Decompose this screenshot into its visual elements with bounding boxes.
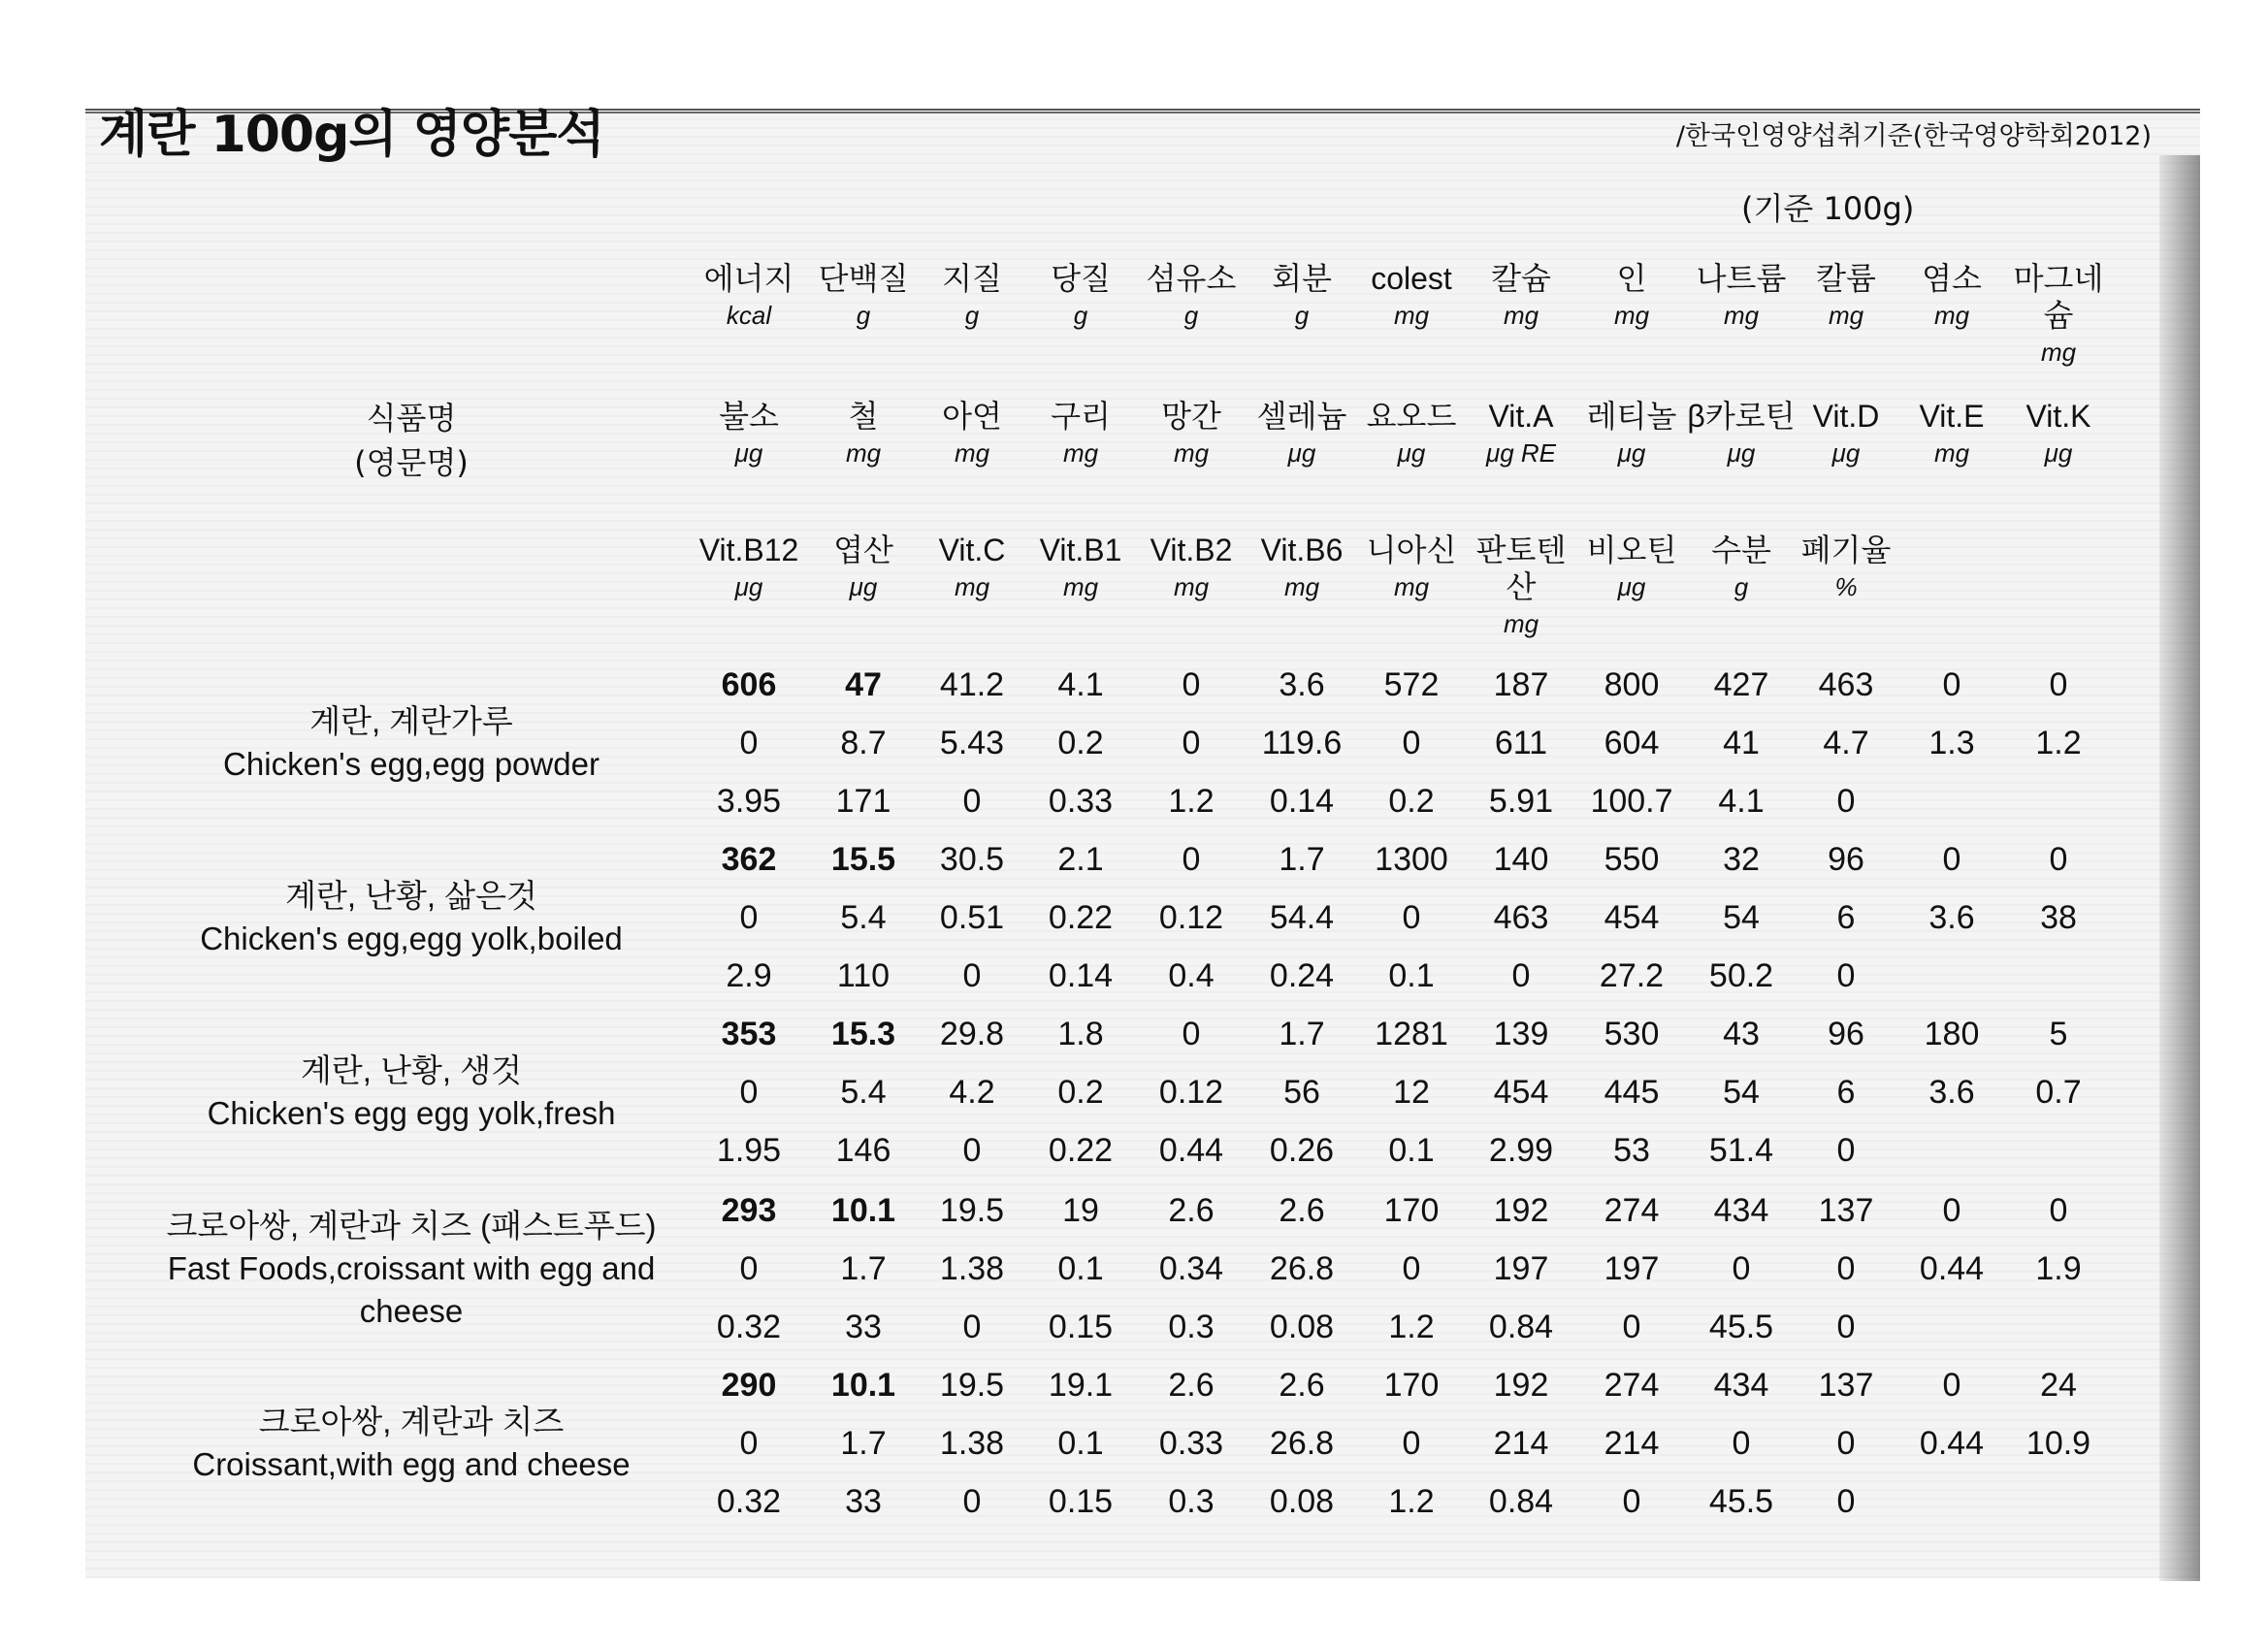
column-unit: mg xyxy=(1283,572,1320,601)
column-unit: mg xyxy=(1062,438,1099,468)
nutrient-value: 0 xyxy=(1942,1367,1961,1404)
column-unit: mg xyxy=(1933,438,1970,468)
nutrient-value: 197 xyxy=(1604,1250,1660,1287)
column-unit: mg xyxy=(954,438,990,468)
nutrient-value: 0.51 xyxy=(939,899,1005,936)
column-unit: kcal xyxy=(726,301,772,330)
nutrient-value: 45.5 xyxy=(1708,1483,1774,1520)
column-header: 구리 xyxy=(1051,399,1111,434)
nutrient-value: 170 xyxy=(1383,1192,1440,1229)
nutrient-value: 10.1 xyxy=(830,1367,896,1404)
column-unit: μg xyxy=(2044,438,2073,468)
nutrient-value: 3.6 xyxy=(1928,899,1975,936)
nutrient-value: 611 xyxy=(1494,725,1548,761)
nutrient-value: 19.5 xyxy=(939,1192,1005,1229)
nutrient-value: 5.4 xyxy=(840,1074,887,1111)
nutrient-value: 0 xyxy=(1622,1309,1641,1345)
column-header: Vit.C xyxy=(938,533,1006,567)
nutrient-value: 463 xyxy=(1818,666,1874,703)
nutrient-value: 0.22 xyxy=(1048,899,1114,936)
nutrient-value: 530 xyxy=(1604,1016,1660,1052)
nutrient-value: 119.6 xyxy=(1261,725,1343,761)
column-unit: μg xyxy=(1397,438,1426,468)
column-unit: g xyxy=(1073,301,1088,330)
nutrient-value: 0 xyxy=(2049,1192,2068,1229)
nutrient-value: 187 xyxy=(1493,666,1549,703)
column-header: 비오틴 xyxy=(1586,533,1677,567)
nutrient-value: 0 xyxy=(1402,1425,1421,1462)
column-header: Vit.B1 xyxy=(1039,533,1122,567)
food-name-en: Chicken's egg,egg yolk,boiled xyxy=(200,921,623,956)
nutrient-value: 54.4 xyxy=(1269,899,1335,936)
nutrient-value: 0.32 xyxy=(716,1309,782,1345)
nutrient-value: 0 xyxy=(739,1250,759,1287)
column-header: 불소 xyxy=(719,399,779,434)
column-unit: mg xyxy=(845,438,882,468)
nutrient-value: 19.5 xyxy=(939,1367,1005,1404)
nutrient-value: 0.15 xyxy=(1048,1483,1114,1520)
nutrient-value: 137 xyxy=(1818,1367,1874,1404)
food-name-ko: 계란, 계란가루 xyxy=(309,703,513,739)
nutrient-value: 274 xyxy=(1604,1367,1660,1404)
food-name-ko: 크로아쌍, 계란과 치즈 xyxy=(258,1404,565,1439)
nutrient-value: 427 xyxy=(1713,666,1769,703)
nutrient-value: 800 xyxy=(1604,666,1660,703)
scan-shadow xyxy=(2159,155,2200,1581)
nutrient-value: 0 xyxy=(1182,1016,1201,1052)
nutrient-value: 2.6 xyxy=(1168,1192,1215,1229)
nutrient-value: 0.08 xyxy=(1269,1309,1335,1345)
nutrient-value: 0 xyxy=(1402,725,1421,761)
column-unit: μg RE xyxy=(1485,438,1557,468)
nutrient-value: 214 xyxy=(1604,1425,1660,1462)
nutrient-value: 0.1 xyxy=(1057,1425,1104,1462)
food-name-header-ko: 식품명 xyxy=(366,400,457,436)
nutrient-value: 0.2 xyxy=(1057,1074,1104,1111)
food-name-ko: 계란, 난황, 생것 xyxy=(301,1052,522,1088)
nutrient-value: 6 xyxy=(1836,899,1856,936)
nutrient-value: 454 xyxy=(1493,1074,1549,1111)
nutrient-value: 140 xyxy=(1493,841,1549,878)
column-header: β카로틴 xyxy=(1687,399,1796,434)
nutrient-value: 0.14 xyxy=(1269,783,1335,820)
nutrient-value: 0.1 xyxy=(1057,1250,1104,1287)
nutrient-value: 5.4 xyxy=(840,899,887,936)
nutrient-value: 192 xyxy=(1493,1367,1549,1404)
column-header: Vit.D xyxy=(1812,399,1880,434)
nutrient-value: 6 xyxy=(1836,1074,1856,1111)
nutrient-value: 41 xyxy=(1723,725,1760,761)
nutrient-value: 0 xyxy=(1511,957,1531,994)
column-header: Vit.B6 xyxy=(1260,533,1344,567)
nutrient-value: 0.33 xyxy=(1048,783,1114,820)
nutrient-value: 15.5 xyxy=(830,841,896,878)
nutrient-value: 24 xyxy=(2040,1367,2077,1404)
nutrient-value: 0.1 xyxy=(1388,957,1435,994)
nutrient-value: 434 xyxy=(1713,1367,1769,1404)
column-header: 레티놀 xyxy=(1586,399,1677,434)
nutrient-value: 434 xyxy=(1713,1192,1769,1229)
column-header: 철 xyxy=(848,399,879,434)
nutrient-value: 463 xyxy=(1493,899,1549,936)
nutrient-value: 10.9 xyxy=(2025,1425,2091,1462)
nutrient-value: 0 xyxy=(1182,725,1201,761)
nutrient-value: 2.6 xyxy=(1168,1367,1215,1404)
nutrient-value: 1.7 xyxy=(1279,1016,1325,1052)
nutrient-value: 1.7 xyxy=(1279,841,1325,878)
food-name-ko: 계란, 난황, 삶은것 xyxy=(285,878,537,914)
nutrient-value: 1300 xyxy=(1375,841,1448,878)
column-header: 당질 xyxy=(1051,261,1111,296)
nutrient-value: 192 xyxy=(1493,1192,1549,1229)
nutrient-value: 0.12 xyxy=(1158,1074,1224,1111)
nutrient-value: 0.15 xyxy=(1048,1309,1114,1345)
nutrient-value: 4.1 xyxy=(1057,666,1104,703)
column-unit: g xyxy=(1183,301,1199,330)
nutrient-value: 1.38 xyxy=(939,1250,1005,1287)
nutrient-value: 0.2 xyxy=(1057,725,1104,761)
nutrient-value: 170 xyxy=(1383,1367,1440,1404)
column-unit: g xyxy=(964,301,980,330)
nutrient-value: 0 xyxy=(739,725,759,761)
nutrient-value: 56 xyxy=(1283,1074,1320,1111)
nutrient-value: 0.1 xyxy=(1388,1132,1435,1169)
nutrient-value: 15.3 xyxy=(830,1016,896,1052)
nutrient-value: 32 xyxy=(1723,841,1760,878)
nutrient-value: 33 xyxy=(845,1309,882,1345)
nutrient-value: 10.1 xyxy=(830,1192,896,1229)
nutrient-value: 0.12 xyxy=(1158,899,1224,936)
nutrient-value: 0.08 xyxy=(1269,1483,1335,1520)
nutrient-value: 572 xyxy=(1383,666,1440,703)
nutrient-value: 171 xyxy=(835,783,891,820)
column-unit: μg xyxy=(1617,438,1646,468)
column-unit: μg xyxy=(1617,572,1646,601)
nutrient-value: 0.44 xyxy=(1919,1250,1985,1287)
column-unit: mg xyxy=(954,572,990,601)
nutrient-value: 53 xyxy=(1613,1132,1650,1169)
nutrient-value: 0.22 xyxy=(1048,1132,1114,1169)
column-header: 판토텐 xyxy=(1475,533,1567,567)
nutrient-value: 137 xyxy=(1818,1192,1874,1229)
nutrient-value: 0 xyxy=(962,1309,982,1345)
nutrient-value: 0.84 xyxy=(1488,1309,1554,1345)
column-unit: g xyxy=(1733,572,1749,601)
nutrient-value: 0 xyxy=(1836,1483,1856,1520)
nutrient-value: 0 xyxy=(1836,783,1856,820)
nutrient-value: 0 xyxy=(962,783,982,820)
nutrient-value: 0.34 xyxy=(1158,1250,1224,1287)
nutrient-value: 5.91 xyxy=(1488,783,1554,820)
nutrient-value: 47 xyxy=(845,666,882,703)
column-header: Vit.B12 xyxy=(698,533,799,567)
column-header: Vit.E xyxy=(1919,399,1985,434)
column-header: colest xyxy=(1371,261,1452,296)
nutrient-value: 2.99 xyxy=(1488,1132,1554,1169)
nutrient-value: 4.2 xyxy=(949,1074,995,1111)
column-header: 셀레늄 xyxy=(1256,399,1347,434)
nutrient-value: 0 xyxy=(1942,666,1961,703)
column-header: 단백질 xyxy=(818,261,909,296)
nutrient-value: 4.1 xyxy=(1718,783,1765,820)
nutrient-value: 1.38 xyxy=(939,1425,1005,1462)
nutrient-value: 0 xyxy=(1622,1483,1641,1520)
nutrient-value: 0 xyxy=(1836,1250,1856,1287)
column-unit: mg xyxy=(1173,572,1210,601)
nutrient-value: 1281 xyxy=(1375,1016,1448,1052)
nutrient-value: 1.7 xyxy=(840,1425,887,1462)
column-header: 나트륨 xyxy=(1696,261,1787,296)
document-sheet xyxy=(85,112,2200,1578)
column-unit: μg xyxy=(734,438,763,468)
nutrient-value: 1.3 xyxy=(1928,725,1975,761)
basis-note: (기준 100g) xyxy=(1741,190,1915,227)
nutrient-value: 0.3 xyxy=(1168,1483,1215,1520)
nutrient-value: 1.2 xyxy=(1388,1309,1435,1345)
nutrient-value: 0.4 xyxy=(1168,957,1215,994)
nutrient-value: 1.7 xyxy=(840,1250,887,1287)
nutrient-value: 3.95 xyxy=(716,783,782,820)
food-name-en: Croissant,with egg and cheese xyxy=(192,1446,631,1482)
column-unit: μg xyxy=(1287,438,1316,468)
nutrient-value: 8.7 xyxy=(840,725,887,761)
nutrient-value: 0.2 xyxy=(1388,783,1435,820)
nutrient-value: 3.6 xyxy=(1279,666,1325,703)
column-header: 슘 xyxy=(2043,298,2074,333)
nutrient-value: 0 xyxy=(739,1425,759,1462)
nutrient-value: 19.1 xyxy=(1048,1367,1114,1404)
nutrient-value: 1.9 xyxy=(2035,1250,2082,1287)
column-header: Vit.A xyxy=(1488,399,1554,434)
nutrient-value: 0 xyxy=(1836,957,1856,994)
nutrient-value: 0 xyxy=(1836,1309,1856,1345)
nutrient-value: 139 xyxy=(1493,1016,1549,1052)
column-header: 마그네 xyxy=(2013,261,2104,296)
nutrient-value: 38 xyxy=(2040,899,2077,936)
nutrient-value: 606 xyxy=(721,666,777,703)
column-unit: % xyxy=(1834,572,1858,601)
nutrient-value: 0 xyxy=(2049,666,2068,703)
column-header: 칼슘 xyxy=(1491,261,1551,296)
nutrient-value: 50.2 xyxy=(1708,957,1774,994)
column-unit: mg xyxy=(1828,301,1864,330)
nutrient-value: 214 xyxy=(1493,1425,1549,1462)
nutrient-value: 0 xyxy=(2049,841,2068,878)
nutrient-value: 1.95 xyxy=(716,1132,782,1169)
column-header: 인 xyxy=(1616,261,1647,296)
page-title: 계란 100g의 영양분석 xyxy=(99,106,604,164)
nutrient-value: 0 xyxy=(1732,1250,1751,1287)
nutrient-value: 0.32 xyxy=(716,1483,782,1520)
food-name-en: Chicken's egg,egg powder xyxy=(223,746,599,782)
column-unit: mg xyxy=(1723,301,1760,330)
food-name-en: Chicken's egg egg yolk,fresh xyxy=(207,1095,616,1131)
nutrient-value: 353 xyxy=(721,1016,777,1052)
nutrient-value: 293 xyxy=(721,1192,777,1229)
nutrient-value: 290 xyxy=(721,1367,777,1404)
column-unit: μg xyxy=(1831,438,1861,468)
nutrient-value: 0 xyxy=(739,1074,759,1111)
column-header: 망간 xyxy=(1161,399,1221,434)
nutrient-value: 2.6 xyxy=(1279,1367,1325,1404)
nutrient-value: 96 xyxy=(1828,1016,1864,1052)
nutrient-value: 0 xyxy=(1942,841,1961,878)
nutrient-value: 33 xyxy=(845,1483,882,1520)
column-unit: g xyxy=(856,301,871,330)
nutrient-value: 362 xyxy=(721,841,777,878)
column-unit: μg xyxy=(849,572,878,601)
nutrient-value: 2.9 xyxy=(726,957,772,994)
nutrient-value: 0.44 xyxy=(1158,1132,1224,1169)
nutrient-value: 0 xyxy=(1836,1132,1856,1169)
nutrient-value: 274 xyxy=(1604,1192,1660,1229)
nutrient-value: 43 xyxy=(1723,1016,1760,1052)
nutrient-value: 51.4 xyxy=(1708,1132,1774,1169)
food-name-en: cheese xyxy=(359,1293,464,1329)
column-header: 아연 xyxy=(942,399,1002,434)
nutrient-value: 110 xyxy=(836,957,891,994)
nutrient-value: 26.8 xyxy=(1269,1250,1335,1287)
nutrient-value: 0.44 xyxy=(1919,1425,1985,1462)
nutrient-value: 0.7 xyxy=(2035,1074,2082,1111)
nutrient-value: 2.1 xyxy=(1057,841,1104,878)
column-unit: mg xyxy=(1393,301,1430,330)
column-unit: mg xyxy=(1062,572,1099,601)
nutrient-value: 0 xyxy=(1942,1192,1961,1229)
nutrient-value: 54 xyxy=(1723,1074,1760,1111)
nutrient-value: 445 xyxy=(1604,1074,1660,1111)
nutrient-value: 0 xyxy=(739,899,759,936)
nutrient-value: 0 xyxy=(962,1132,982,1169)
nutrient-value: 454 xyxy=(1604,899,1660,936)
column-header: 수분 xyxy=(1711,533,1771,567)
column-header: 엽산 xyxy=(833,533,893,567)
nutrient-value: 0 xyxy=(1402,899,1421,936)
nutrient-value: 146 xyxy=(835,1132,891,1169)
column-header: 회분 xyxy=(1272,261,1332,296)
nutrient-value: 2.6 xyxy=(1279,1192,1325,1229)
nutrient-value: 5 xyxy=(2049,1016,2068,1052)
column-header: 염소 xyxy=(1922,261,1982,296)
nutrient-value: 3.6 xyxy=(1928,1074,1975,1111)
nutrient-value: 0 xyxy=(1836,1425,1856,1462)
column-unit: mg xyxy=(1173,438,1210,468)
column-unit: mg xyxy=(2040,338,2077,367)
nutrient-value: 5.43 xyxy=(939,725,1005,761)
nutrient-value: 0 xyxy=(962,1483,982,1520)
column-unit: mg xyxy=(1613,301,1650,330)
column-unit: μg xyxy=(1727,438,1756,468)
nutrient-value: 0 xyxy=(962,957,982,994)
nutrient-value: 0.14 xyxy=(1048,957,1114,994)
nutrient-value: 0 xyxy=(1182,841,1201,878)
column-header: 니아신 xyxy=(1366,533,1457,567)
column-header: 섬유소 xyxy=(1146,261,1237,296)
nutrient-value: 1.2 xyxy=(1168,783,1215,820)
column-unit: mg xyxy=(1933,301,1970,330)
column-unit: μg xyxy=(734,572,763,601)
column-unit: mg xyxy=(1393,572,1430,601)
nutrient-value: 197 xyxy=(1493,1250,1549,1287)
nutrient-value: 0 xyxy=(1402,1250,1421,1287)
nutrient-value: 12 xyxy=(1393,1074,1430,1111)
nutrient-value: 4.7 xyxy=(1823,725,1869,761)
column-header: 칼륨 xyxy=(1816,261,1876,296)
nutrient-value: 30.5 xyxy=(939,841,1005,878)
column-header: 폐기율 xyxy=(1800,533,1892,567)
nutrient-value: 0 xyxy=(1732,1425,1751,1462)
column-unit: mg xyxy=(1503,301,1539,330)
nutrient-value: 0 xyxy=(1182,666,1201,703)
nutrient-value: 45.5 xyxy=(1708,1309,1774,1345)
nutrient-value: 29.8 xyxy=(939,1016,1005,1052)
nutrient-value: 1.2 xyxy=(2035,725,2082,761)
nutrient-value: 0.26 xyxy=(1269,1132,1335,1169)
column-header: Vit.B2 xyxy=(1150,533,1233,567)
nutrient-value: 0.84 xyxy=(1488,1483,1554,1520)
nutrient-value: 0.24 xyxy=(1269,957,1335,994)
nutrient-value: 41.2 xyxy=(939,666,1005,703)
nutrient-value: 27.2 xyxy=(1599,957,1665,994)
nutrient-value: 19 xyxy=(1062,1192,1099,1229)
nutrient-value: 54 xyxy=(1723,899,1760,936)
nutrient-value: 604 xyxy=(1604,725,1660,761)
column-header: Vit.K xyxy=(2025,399,2091,434)
column-header: 산 xyxy=(1506,569,1537,604)
nutrient-value: 1.2 xyxy=(1388,1483,1435,1520)
nutrient-value: 100.7 xyxy=(1590,783,1673,820)
nutrient-value: 96 xyxy=(1828,841,1864,878)
column-unit: mg xyxy=(1503,609,1539,638)
food-name-ko: 크로아쌍, 계란과 치즈 (패스트푸드) xyxy=(166,1208,657,1244)
nutrient-value: 0.3 xyxy=(1168,1309,1215,1345)
nutrient-value: 180 xyxy=(1924,1016,1980,1052)
column-header: 지질 xyxy=(942,261,1002,296)
food-name-header xyxy=(354,396,469,485)
column-header: 에너지 xyxy=(703,261,794,296)
column-header: 요오드 xyxy=(1366,399,1457,434)
nutrient-value: 26.8 xyxy=(1269,1425,1335,1462)
food-name-header-en: (영문명) xyxy=(354,444,469,481)
nutrient-value: 550 xyxy=(1604,841,1660,878)
food-name-en: Fast Foods,croissant with egg and xyxy=(167,1250,656,1286)
nutrient-value: 0.33 xyxy=(1158,1425,1224,1462)
nutrient-value: 1.8 xyxy=(1057,1016,1104,1052)
column-unit: g xyxy=(1294,301,1310,330)
source-citation: /한국인영양섭취기준(한국영양학회2012) xyxy=(1675,121,2152,151)
